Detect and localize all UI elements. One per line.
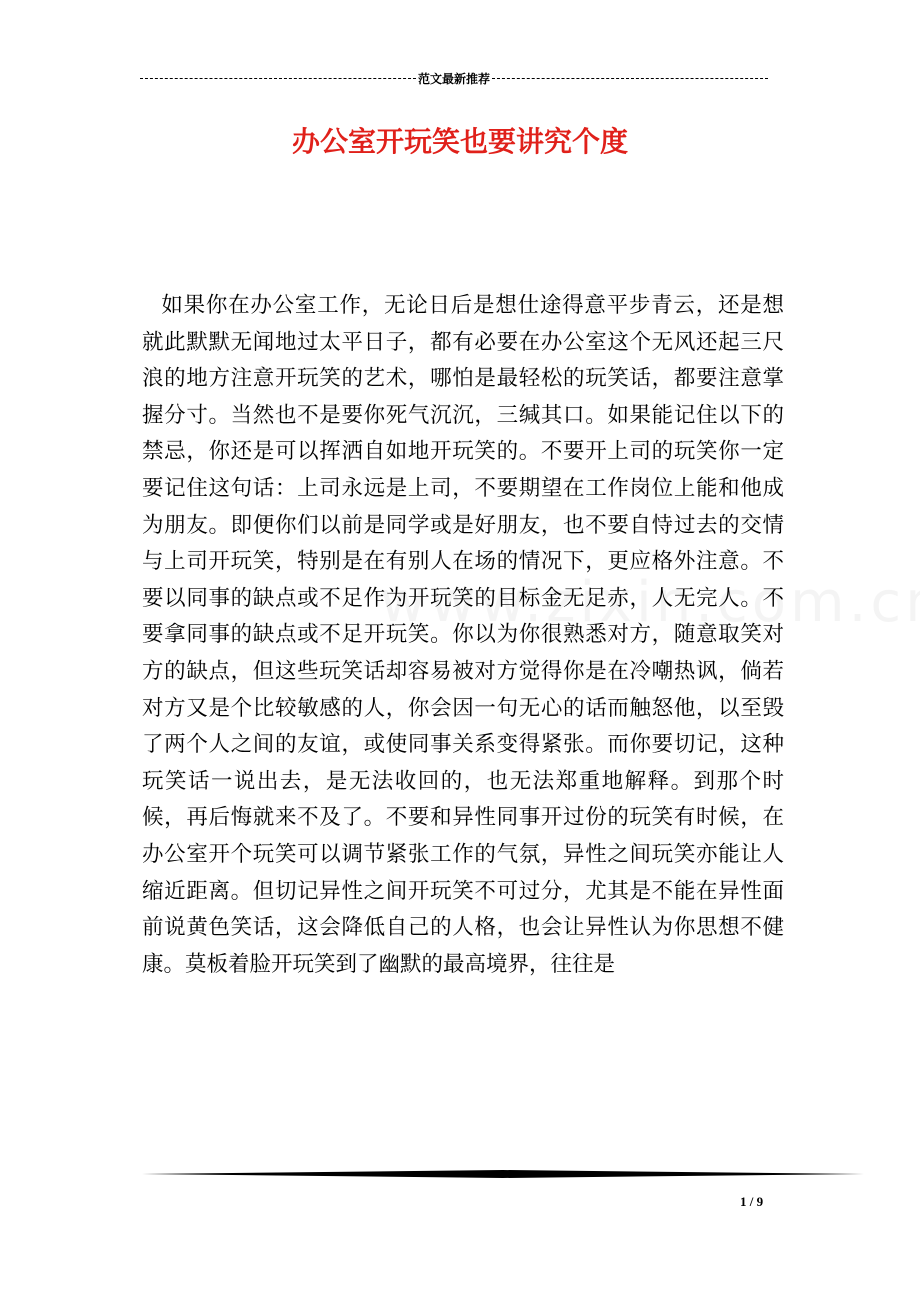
header-dash-right [492,78,768,79]
document-title: 办公室开玩笑也要讲究个度 [291,125,628,158]
header-label: 范文最新推荐 [418,71,491,86]
footer-rule [142,1170,864,1178]
document-body [142,288,784,983]
page-number: 1 / 9 [740,1194,764,1209]
page-header [140,70,768,86]
header-dash-left [140,78,416,79]
body-paragraph: 如果你在办公室工作，无论日后是想仕途得意平步青云，还是想就此默默无闻地过太平日子，都有必要在办公室这个无风还起三尺浪的地方注意开玩笑的艺术，哪怕是最轻松的玩笑话，都要注意掌握分寸。当然也不是要你死气沉沉，三缄其口。如果能记住以下的禁忌，你还是可以挥洒自如地开玩笑的。不要开上司的玩笑你一定要记住这句话：上司永远是上司，不要期望在工作岗位上能和他成为朋友。即便你们以前是同学或是好朋友，也不要自恃过去的交情与上司开玩笑，特别是在有别人在场的情况下，更应格外注意。不要以同事的缺点或不足作为开玩笑的目标金无足赤，人无完人。不要拿同事的缺点或不足开玩笑。你以为你很熟悉对方，随意取笑对方的缺点，但这些玩笑话却容易被对方觉得你是在冷嘲热讽，倘若对方又是个比较敏感的人，你会因一句无心的话而触怒他，以至毁了两个人之间的友谊，或使同事关系变得紧张。而你要切记，这种玩笑话一说出去，是无法收回的，也无法郑重地解释。到那个时候，再后悔就来不及了。不要和异性同事开过份的玩笑有时候，在办公室开个玩笑可以调节紧张工作的气氛，异性之间玩笑亦能让人缩近距离。但切记异性之间开玩笑不可过分，尤其是不能在异性面前说黄色笑话，这会降低自己的人格，也会让异性认为你思想不健康。莫板着脸开玩笑到了幽默的最高境界，往往是 [142,293,784,977]
